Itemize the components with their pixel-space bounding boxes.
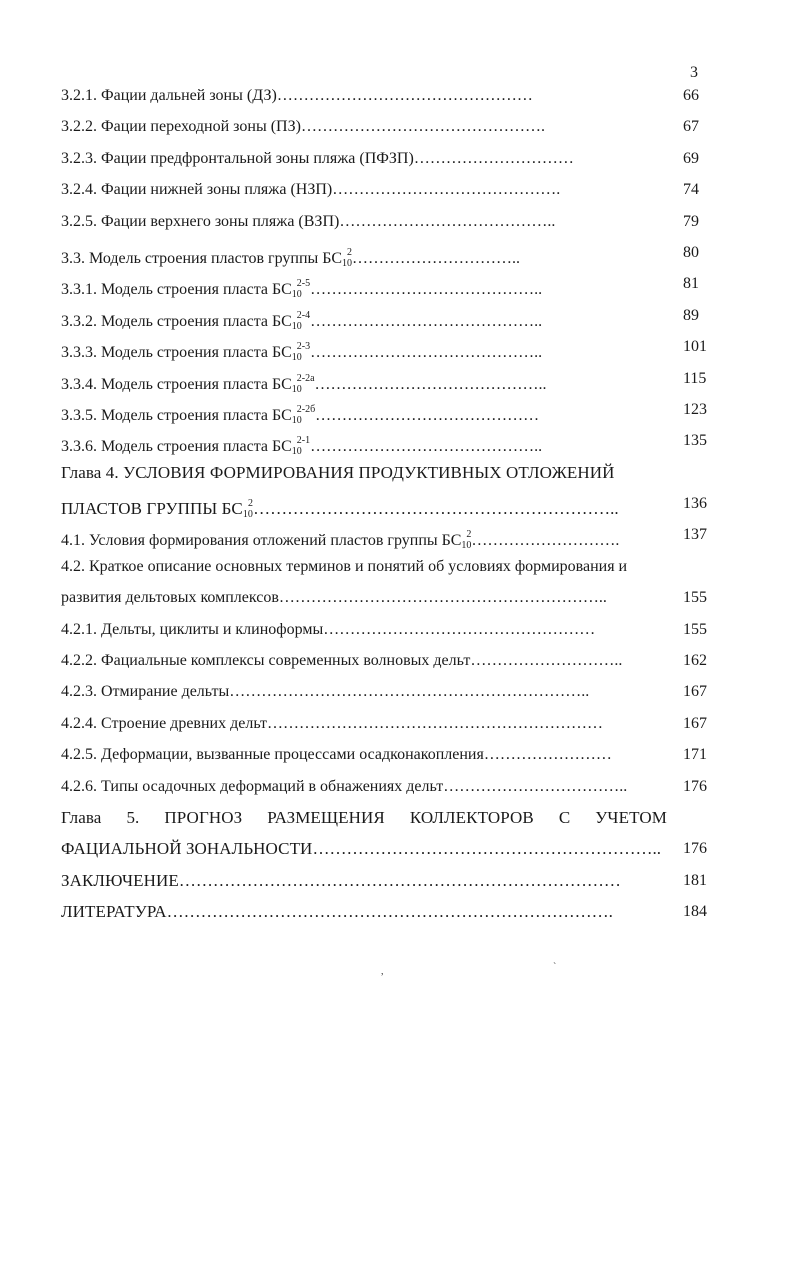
dot-leader: ………………………………………………………….. (229, 683, 590, 701)
toc-entry (61, 268, 711, 299)
dot-leader: ………………………. (471, 532, 620, 550)
toc-entry-page: 81 (683, 275, 699, 293)
toc-entry-title (61, 551, 627, 582)
toc-entry-title (61, 80, 533, 111)
dot-leader: …………………………………………… (323, 620, 596, 638)
dot-leader: ……………………………………………………………………. (166, 902, 613, 922)
toc-entry-text: 3.2.1. Фации дальней зоны (ДЗ) (61, 87, 277, 104)
dot-leader: …………………………………… (315, 406, 540, 424)
toc-entry (61, 300, 711, 331)
toc-entry-text: 3.3. Модель строения пластов группы БС (61, 249, 343, 267)
toc-entry (61, 739, 711, 770)
toc-entry-text: ПЛАСТОВ ГРУППЫ БС (61, 499, 243, 519)
toc-entry-title (61, 676, 589, 707)
toc-entry-title (61, 645, 622, 676)
toc-entry-text: 4.2.1. Дельты, циклиты и клиноформы (61, 620, 324, 638)
toc-entry-page: 66 (683, 87, 699, 104)
dot-leader: ……………………….. (470, 652, 623, 670)
toc-entry-superscript: 2-1 (296, 435, 311, 447)
dot-leader: …………………………………….. (310, 281, 543, 299)
toc-entry-page: 162 (683, 652, 707, 670)
toc-entry-text: 3.3.3. Модель строения пласта БС (61, 344, 292, 362)
toc-entry-text: 3.2.4. Фации нижней зоны пляжа (НЗП) (61, 181, 333, 199)
toc-entry-page: 67 (683, 118, 699, 136)
toc-entry-page: 155 (683, 589, 707, 607)
toc-entry (61, 174, 711, 205)
toc-entry-page: 80 (683, 243, 699, 261)
toc-entry-title (61, 206, 555, 237)
toc-entry-text: 4.2.4. Строение древних дельт (61, 714, 267, 732)
toc-entry-text: развития дельтовых комплексов (61, 589, 279, 607)
toc-entry (61, 143, 711, 174)
dot-leader: ………………………….. (352, 249, 521, 267)
toc-entry-title (61, 174, 560, 205)
dot-leader: …………………………….. (443, 777, 628, 795)
toc-entry-subscript: 10 (291, 320, 302, 332)
toc-entry-title (61, 143, 574, 174)
toc-entry-page: 171 (683, 746, 707, 764)
toc-entry-page: 135 (683, 432, 707, 450)
toc-entry-subscript: 10 (291, 289, 302, 301)
dot-leader: …………………………………….. (310, 438, 543, 456)
dot-leader: …………………… (483, 746, 612, 764)
toc-entry-title (61, 896, 613, 927)
toc-entry-text: 3.3.2. Модель строения пласта БС (61, 312, 292, 330)
toc-entry-text: 3.3.6. Модель строения пласта БС (61, 438, 292, 456)
toc-entry-superscript: 2-5 (296, 278, 311, 290)
toc-entry-text: 4.1. Условия формирования отложений пластов группы БС (61, 532, 462, 550)
toc-entry (61, 394, 711, 425)
toc-entry-word: РАЗМЕЩЕНИЯ (267, 807, 385, 827)
toc-entry-superscript: 2 (466, 529, 472, 541)
toc-entry-page: 167 (683, 714, 707, 732)
toc-entry-page: 167 (683, 683, 707, 701)
dot-leader: …………………………………….. (310, 312, 543, 330)
toc-entry-page: 74 (683, 181, 699, 199)
toc-entry-title (61, 739, 612, 770)
toc-entry (61, 676, 711, 707)
toc-entry (61, 206, 711, 237)
toc-entry-word: Глава (61, 807, 102, 827)
dot-leader: …………………………………………………….. (278, 589, 607, 607)
toc-entry-title (61, 582, 607, 613)
toc-entry-title (61, 708, 603, 739)
toc-entry (61, 457, 711, 488)
toc-entry-text: 4.2. Краткое описание основных терминов и понятий об условиях формирования и (61, 557, 628, 575)
toc-entry-title (61, 802, 667, 833)
toc-entry-page: 69 (683, 149, 699, 167)
dot-leader: ………………………………….. (339, 212, 556, 230)
dot-leader: …………………………………….. (310, 344, 543, 362)
toc-entry-text: 3.3.5. Модель строения пласта БС (61, 406, 292, 424)
scan-speck: , (381, 966, 384, 977)
toc-entry (61, 237, 711, 268)
toc-entry (61, 331, 711, 362)
toc-entry (61, 80, 711, 111)
toc-entry (61, 551, 711, 582)
toc-entry-title (61, 111, 545, 142)
toc-entry-subscript: 10 (242, 509, 254, 521)
toc-entry (61, 771, 711, 802)
toc-entry-subscript: 10 (291, 383, 302, 395)
toc-entry-superscript: 2-2б (296, 403, 316, 415)
toc-entry-title (61, 457, 615, 488)
toc-entry-page: 136 (683, 495, 707, 513)
toc-entry (61, 363, 711, 394)
toc-entry (61, 708, 711, 739)
toc-entry (61, 896, 711, 927)
toc-entry-text: 4.2.5. Деформации, вызванные процессами осадконакопления (61, 746, 484, 764)
toc-entry-subscript: 10 (291, 352, 302, 364)
table-of-contents (61, 80, 711, 928)
toc-entry (61, 614, 711, 645)
toc-entry (61, 519, 711, 550)
toc-entry-subscript: 10 (461, 540, 472, 552)
toc-entry-word: 5. (126, 807, 140, 827)
toc-entry-superscript: 2 (347, 246, 353, 258)
toc-entry-title (61, 771, 627, 802)
toc-entry-text: ЛИТЕРАТУРА (61, 902, 167, 922)
toc-entry-page: 155 (683, 620, 707, 638)
toc-entry-title (61, 865, 621, 896)
toc-entry-text: ЗАКЛЮЧЕНИЕ (61, 870, 179, 890)
toc-entry-superscript: 2-4 (296, 309, 311, 321)
toc-entry-superscript: 2 (248, 498, 254, 510)
toc-entry-word: УЧЕТОМ (595, 807, 667, 827)
toc-entry-text: 3.2.5. Фации верхнего зоны пляжа (ВЗП) (61, 212, 340, 230)
toc-entry-page: 137 (683, 526, 707, 544)
toc-entry-page: 123 (683, 400, 707, 418)
toc-entry-subscript: 10 (291, 414, 302, 426)
toc-entry-superscript: 2-3 (296, 341, 311, 353)
toc-entry-text: Глава 4. УСЛОВИЯ ФОРМИРОВАНИЯ ПРОДУКТИВНЫХ ОТЛОЖЕНИЙ (61, 462, 615, 482)
dot-leader: …………………………………………………….. (312, 839, 661, 859)
toc-entry (61, 865, 711, 896)
scan-speck: ` (553, 962, 557, 973)
toc-entry (61, 111, 711, 142)
toc-entry-text: 3.3.4. Модель строения пласта БС (61, 375, 292, 393)
dot-leader: ……………………………………. (332, 181, 561, 199)
dot-leader: ……………………………………………………….. (253, 499, 619, 519)
toc-entry-text: 4.2.6. Типы осадочных деформаций в обнажениях дельт (61, 777, 444, 795)
dot-leader: …………………………………………………………………… (178, 870, 621, 890)
toc-entry (61, 833, 711, 864)
toc-entry (61, 582, 711, 613)
toc-entry-text: ФАЦИАЛЬНОЙ ЗОНАЛЬНОСТИ (61, 839, 313, 859)
toc-entry-text: 4.2.2. Фациальные комплексы современных волновых дельт (61, 652, 471, 670)
toc-entry-title (61, 614, 595, 645)
dot-leader: ……………………………………………………… (267, 714, 603, 732)
toc-entry-word: ПРОГНОЗ (164, 807, 243, 827)
toc-entry-text: 3.2.2. Фации переходной зоны (ПЗ) (61, 118, 301, 136)
toc-entry-subscript: 10 (342, 257, 353, 269)
toc-entry-text: 4.2.3. Отмирание дельты (61, 683, 230, 701)
toc-entry-page: 115 (683, 369, 707, 387)
toc-entry-page: 184 (683, 903, 707, 921)
dot-leader: ………………………………………. (300, 118, 545, 136)
toc-entry-text: 3.2.3. Фации предфронтальной зоны пляжа (ПФЗП) (61, 149, 414, 167)
toc-entry (61, 425, 711, 456)
toc-entry-page: 176 (683, 840, 707, 858)
toc-entry-page: 79 (683, 212, 699, 230)
toc-entry (61, 802, 711, 833)
toc-entry-page: 101 (683, 338, 707, 356)
dot-leader: …………………………………….. (314, 375, 547, 393)
toc-entry-superscript: 2-2а (296, 372, 315, 384)
toc-entry-word: С (558, 807, 571, 827)
toc-entry-page: 89 (683, 306, 699, 324)
toc-entry-word: КОЛЛЕКТОРОВ (409, 807, 534, 827)
toc-entry (61, 645, 711, 676)
toc-entry-subscript: 10 (291, 446, 302, 458)
page-number: 3 (690, 64, 698, 81)
dot-leader: ………………………………………… (276, 87, 533, 104)
toc-entry-title (61, 833, 661, 864)
toc-entry (61, 488, 711, 519)
toc-entry-page: 176 (683, 777, 707, 795)
toc-entry-page: 181 (683, 871, 707, 889)
dot-leader: ………………………… (413, 149, 574, 167)
toc-entry-text: 3.3.1. Модель строения пласта БС (61, 281, 292, 299)
